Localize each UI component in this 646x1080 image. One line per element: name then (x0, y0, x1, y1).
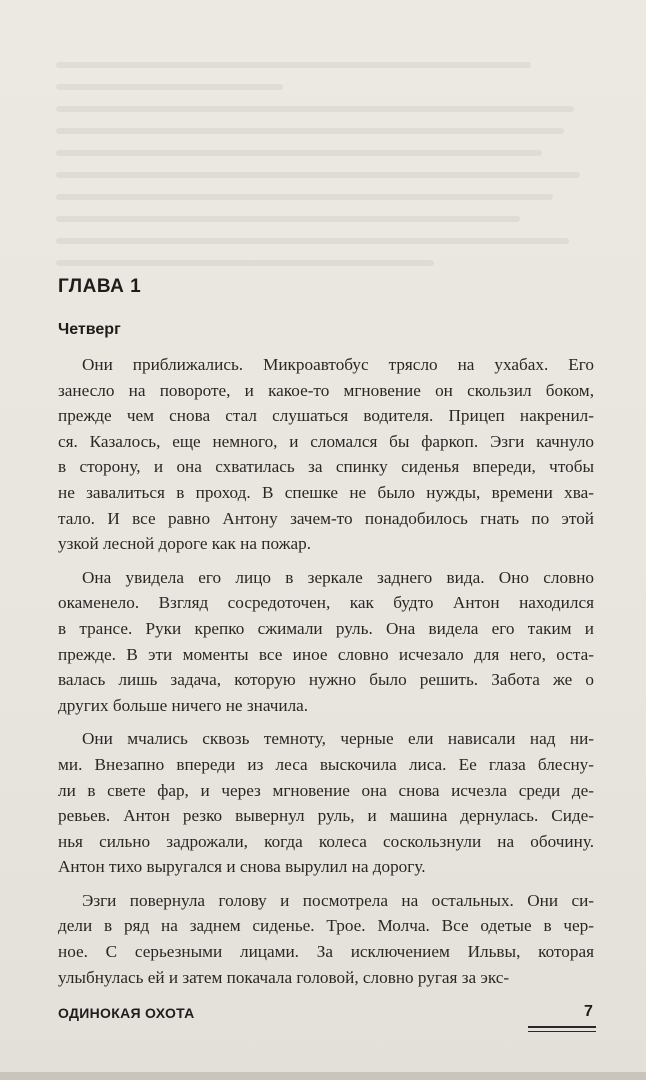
text-line: окаменело. Взгляд сосредоточен, как будто Антон находился (58, 593, 594, 613)
running-footer-title: ОДИНОКАЯ ОХОТА (58, 1005, 195, 1021)
chapter-subtitle: Четверг (58, 321, 121, 338)
text-line: ми. Внезапно впереди из леса выскочила лиса. Ее глаза блесну- (58, 754, 594, 774)
paragraph (58, 565, 594, 719)
show-through-text (56, 62, 596, 262)
page-number: 7 (584, 1003, 593, 1020)
text-line: Антон тихо выругался и снова вырулил на дорогу. (58, 857, 426, 877)
text-line: улыбнулась ей и затем покачала головой, словно ругая за экс- (58, 967, 510, 987)
text-line: узкой лесной дороге как на пожар. (58, 534, 312, 554)
page-bottom-edge (0, 1072, 646, 1080)
text-line: тало. И все равно Антону зачем-то понадобилось гнать по этой (58, 508, 594, 528)
text-line: прежде чем снова стал слушаться водителя. Прицеп накренил- (58, 406, 594, 426)
text-line: ся. Казалось, еще немного, и сломался бы фаркоп. Эзги качнуло (58, 431, 594, 451)
footer-rule-thin (528, 1031, 596, 1032)
paragraph (58, 352, 594, 557)
text-line: Они мчались сквозь темноту, черные ели нависали над ни- (82, 729, 594, 749)
text-line: прежде. В эти моменты все иное словно исчезало для него, оста- (58, 644, 594, 664)
text-line: ревьев. Антон резко вывернул руль, и машина дернулась. Сиде- (58, 806, 594, 826)
text-line: нья сильно задрожали, когда колеса соскользнули на обочину. (58, 831, 594, 851)
chapter-heading: ГЛАВА 1 (58, 276, 142, 297)
text-line: занесло на повороте, и какое-то мгновение он скользил боком, (58, 380, 594, 400)
text-line: валась лишь задача, которую нужно было решить. Забота же о (58, 670, 594, 690)
text-line: Эзги повернула голову и посмотрела на остальных. Они си- (82, 890, 594, 910)
footer-rule-thick (528, 1026, 596, 1028)
text-line: в трансе. Руки крепко сжимали руль. Она видела его таким и (58, 618, 594, 638)
text-line: дели в ряд на заднем сиденье. Трое. Молча. Все одетые в чер- (58, 916, 594, 936)
paragraph (58, 888, 594, 990)
body-text (58, 352, 594, 998)
text-line: других больше ничего не значила. (58, 695, 309, 715)
text-line: не завалиться в проход. В спешке не было нужды, времени хва- (58, 482, 594, 502)
paragraph (58, 726, 594, 880)
text-line: ли в свете фар, и через мгновение она снова исчезла среди де- (58, 780, 594, 800)
text-line: в сторону, и она схватилась за спинку сиденья впереди, чтобы (58, 457, 594, 477)
text-line: ное. С серьезными лицами. За исключением Ильвы, которая (58, 942, 594, 962)
text-line: Они приближались. Микроавтобус трясло на ухабах. Его (82, 355, 594, 374)
text-line: Она увидела его лицо в зеркале заднего вида. Оно словно (82, 567, 594, 587)
